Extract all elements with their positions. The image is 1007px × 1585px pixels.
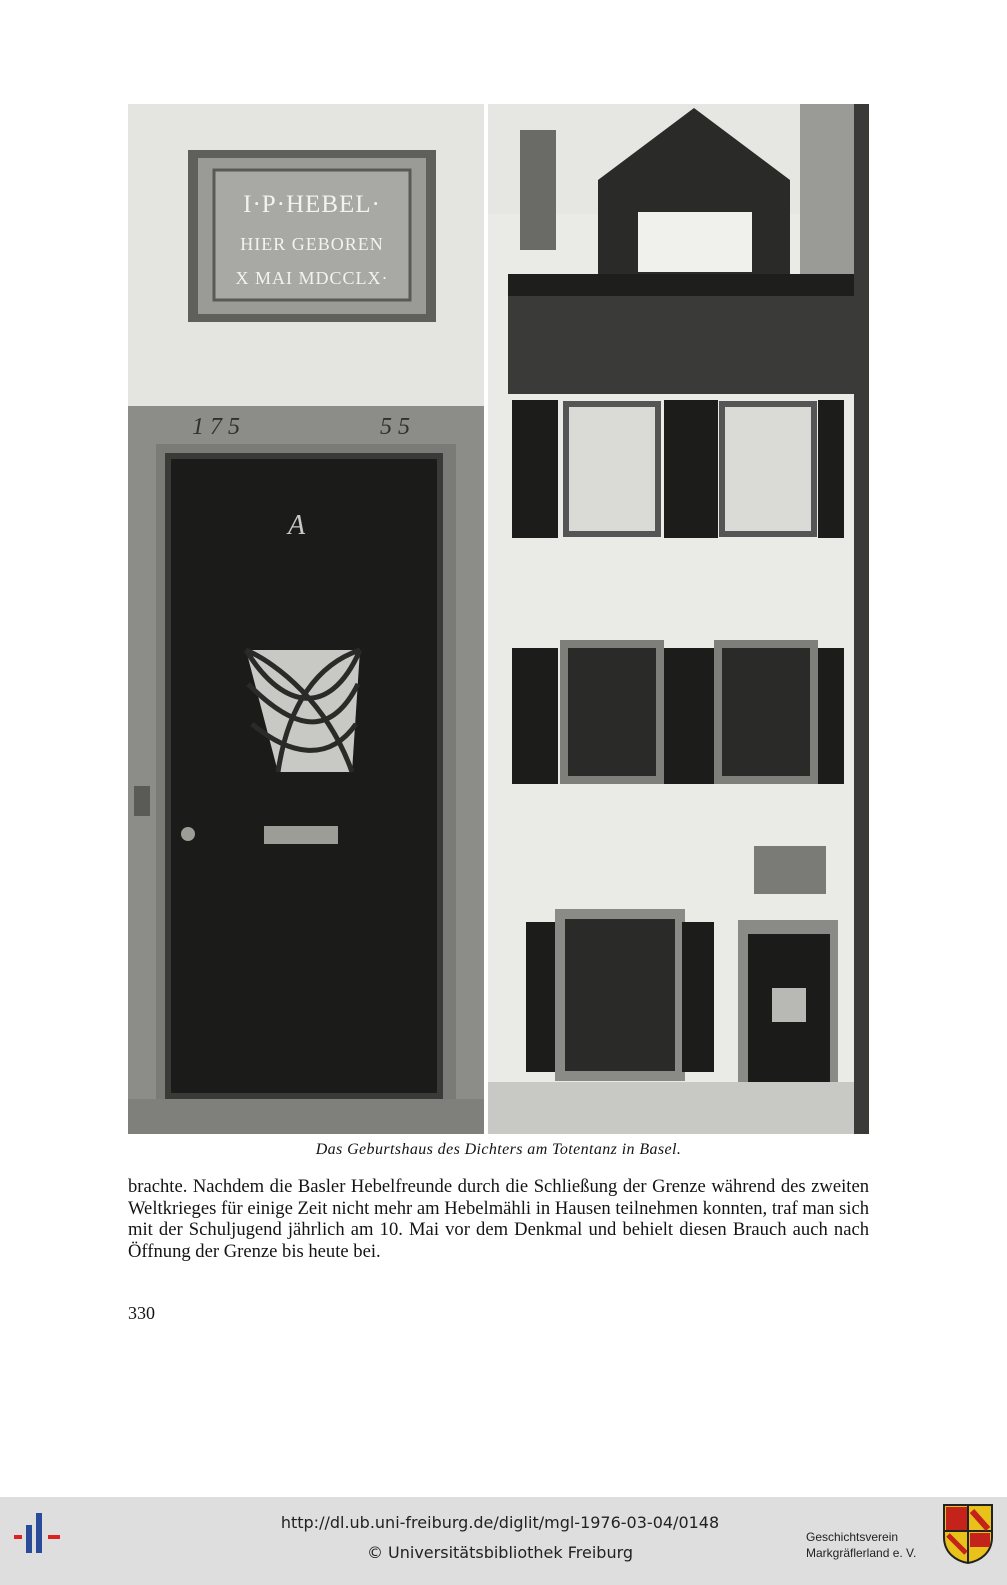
coat-of-arms-icon <box>942 1503 994 1565</box>
ub-freiburg-logo-icon <box>10 1505 66 1561</box>
lintel-date-right: 5 5 <box>380 414 410 440</box>
lintel-date-left: 1 7 5 <box>192 414 240 440</box>
copyright-notice: © Universitätsbibliothek Freiburg <box>366 1543 634 1562</box>
society-name <box>806 1529 936 1561</box>
photo-caption: Das Geburtshaus des Dichters am Totentanz in Basel. <box>315 1141 682 1158</box>
house-photograph <box>128 104 869 1134</box>
permalink-url[interactable]: http://dl.ub.uni-freiburg.de/diglit/mgl-1976-03-04/0148 <box>280 1513 720 1532</box>
body-paragraph: brachte. Nachdem die Basler Hebelfreunde durch die Schließung der Grenze während des zweiten Weltkrieges für einige Zeit nicht mehr am Hebelmähli in Hausen teilnehmen konnten, traf man sich mit der Schuljugend jährlich am 10. Mai vor dem Denkmal und behielt diesen Brauch auch nach Öffnung der Grenze bis heute bei. <box>128 1176 869 1262</box>
society-line-2: Markgräflerland e. V. <box>806 1546 917 1560</box>
plaque-line-1: I·P·HEBEL· <box>243 191 381 218</box>
society-line-1: Geschichtsverein <box>806 1530 899 1544</box>
plaque-line-3: X MAI MDCCLX· <box>235 268 389 288</box>
page-number: 330 <box>128 1303 155 1323</box>
front-door <box>168 456 440 1096</box>
footer-bar <box>0 1497 1007 1585</box>
memorial-plaque <box>188 150 436 322</box>
svg-text:A: A <box>288 510 306 541</box>
plaque-line-2: HIER GEBOREN <box>240 234 384 254</box>
